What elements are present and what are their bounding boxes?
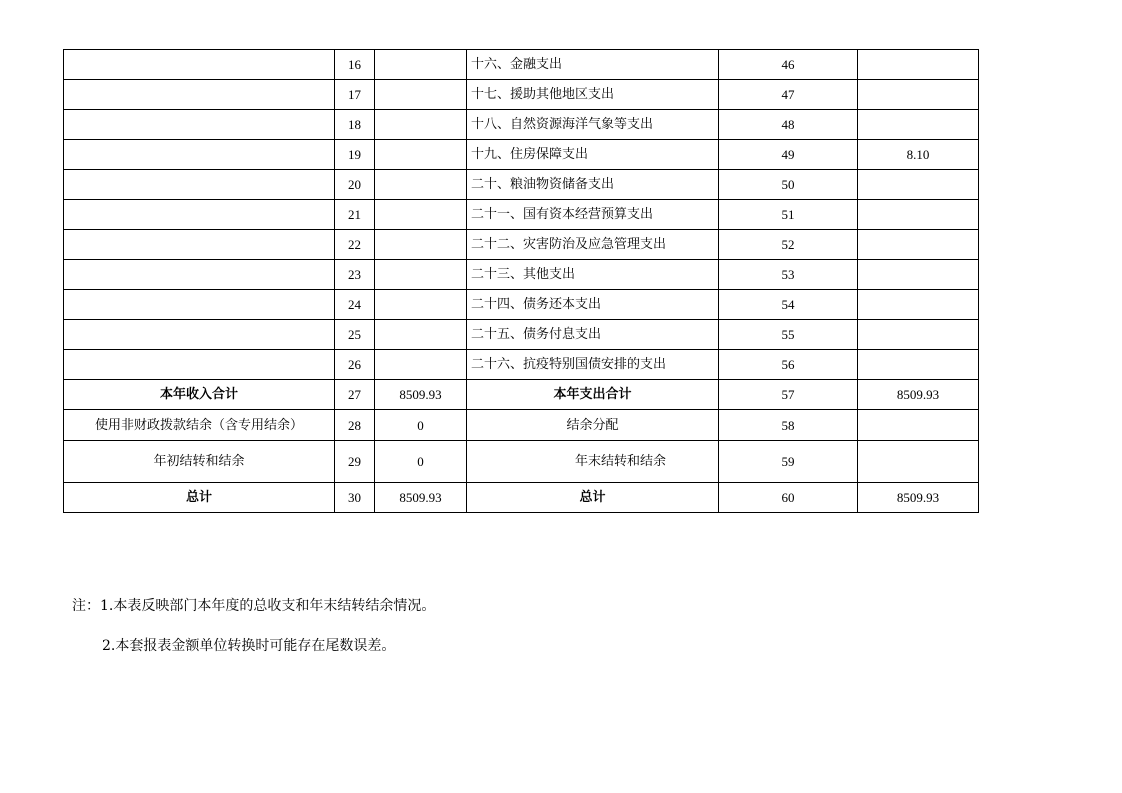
income-line-number: 25 <box>335 320 375 350</box>
income-item-cell <box>64 140 335 170</box>
table-row <box>64 50 979 80</box>
expense-item-label: 十八、自然资源海洋气象等支出 <box>467 110 719 140</box>
grand-total-expense-label: 总计 <box>467 483 719 513</box>
income-line-number: 28 <box>335 410 375 441</box>
expense-line-number: 53 <box>719 260 858 290</box>
income-amount <box>375 350 467 380</box>
expense-item-label: 二十五、债务付息支出 <box>467 320 719 350</box>
expense-line-number: 56 <box>719 350 858 380</box>
expense-item-label: 二十三、其他支出 <box>467 260 719 290</box>
income-line-number: 23 <box>335 260 375 290</box>
income-line-number: 16 <box>335 50 375 80</box>
table-row <box>64 170 979 200</box>
expense-line-number: 51 <box>719 200 858 230</box>
income-amount <box>375 80 467 110</box>
annual-total-row <box>64 380 979 410</box>
income-amount <box>375 170 467 200</box>
income-line-number: 21 <box>335 200 375 230</box>
income-line-number: 17 <box>335 80 375 110</box>
income-line-number: 19 <box>335 140 375 170</box>
budget-summary-table <box>63 49 979 513</box>
income-amount <box>375 140 467 170</box>
grand-total-row <box>64 483 979 513</box>
surplus-distribution-amount <box>858 410 979 441</box>
expense-amount <box>858 290 979 320</box>
income-line-number: 22 <box>335 230 375 260</box>
income-amount <box>375 320 467 350</box>
table-row <box>64 110 979 140</box>
expense-total-label: 本年支出合计 <box>467 380 719 410</box>
income-line-number: 29 <box>335 441 375 483</box>
expense-amount <box>858 350 979 380</box>
table-row <box>64 350 979 380</box>
expense-amount <box>858 230 979 260</box>
income-amount <box>375 200 467 230</box>
income-amount <box>375 110 467 140</box>
income-line-number: 24 <box>335 290 375 320</box>
expense-amount <box>858 260 979 290</box>
expense-line-number: 50 <box>719 170 858 200</box>
expense-line-number: 57 <box>719 380 858 410</box>
table-row <box>64 320 979 350</box>
expense-amount: 8.10 <box>858 140 979 170</box>
expense-total-amount: 8509.93 <box>858 380 979 410</box>
table-row <box>64 290 979 320</box>
expense-item-label: 二十四、债务还本支出 <box>467 290 719 320</box>
income-item-cell <box>64 350 335 380</box>
note-line-2: 2.本套报表金额单位转换时可能存在尾数误差。 <box>102 638 396 654</box>
expense-item-label: 二十六、抗疫特别国债安排的支出 <box>467 350 719 380</box>
surplus-distribution-label: 结余分配 <box>467 410 719 441</box>
grand-total-income-amount: 8509.93 <box>375 483 467 513</box>
income-amount <box>375 260 467 290</box>
income-amount <box>375 50 467 80</box>
expense-line-number: 48 <box>719 110 858 140</box>
note-line-1: 注：1.本表反映部门本年度的总收支和年末结转结余情况。 <box>72 598 436 614</box>
expense-amount <box>858 200 979 230</box>
closing-carryover-label: 年末结转和结余 <box>467 441 719 483</box>
non-fiscal-balance-amount: 0 <box>375 410 467 441</box>
income-total-label: 本年收入合计 <box>64 380 335 410</box>
grand-total-income-label: 总计 <box>64 483 335 513</box>
expense-line-number: 52 <box>719 230 858 260</box>
expense-line-number: 54 <box>719 290 858 320</box>
expense-amount <box>858 50 979 80</box>
income-amount <box>375 290 467 320</box>
expense-line-number: 59 <box>719 441 858 483</box>
income-item-cell <box>64 80 335 110</box>
expense-amount <box>858 110 979 140</box>
expense-item-label: 二十、粮油物资储备支出 <box>467 170 719 200</box>
expense-line-number: 47 <box>719 80 858 110</box>
expense-item-label: 十七、援助其他地区支出 <box>467 80 719 110</box>
income-amount <box>375 230 467 260</box>
table-row <box>64 260 979 290</box>
income-item-cell <box>64 260 335 290</box>
table-row <box>64 230 979 260</box>
income-item-cell <box>64 110 335 140</box>
expense-line-number: 55 <box>719 320 858 350</box>
income-line-number: 27 <box>335 380 375 410</box>
closing-carryover-amount <box>858 441 979 483</box>
expense-amount <box>858 170 979 200</box>
income-line-number: 18 <box>335 110 375 140</box>
income-item-cell <box>64 170 335 200</box>
expense-item-label: 十六、金融支出 <box>467 50 719 80</box>
expense-item-label: 二十二、灾害防治及应急管理支出 <box>467 230 719 260</box>
table-body <box>64 50 979 513</box>
non-fiscal-balance-label: 使用非财政拨款结余（含专用结余） <box>64 410 335 441</box>
expense-item-label: 十九、住房保障支出 <box>467 140 719 170</box>
expense-line-number: 58 <box>719 410 858 441</box>
expense-amount <box>858 80 979 110</box>
income-item-cell <box>64 320 335 350</box>
income-item-cell <box>64 230 335 260</box>
expense-line-number: 60 <box>719 483 858 513</box>
expense-item-label: 二十一、国有资本经营预算支出 <box>467 200 719 230</box>
table-row <box>64 200 979 230</box>
table-row <box>64 140 979 170</box>
expense-line-number: 49 <box>719 140 858 170</box>
table-row <box>64 80 979 110</box>
income-item-cell <box>64 50 335 80</box>
income-item-cell <box>64 200 335 230</box>
opening-carryover-label: 年初结转和结余 <box>64 441 335 483</box>
income-item-cell <box>64 290 335 320</box>
carryover-row <box>64 441 979 483</box>
expense-line-number: 46 <box>719 50 858 80</box>
non-fiscal-balance-row <box>64 410 979 441</box>
income-line-number: 20 <box>335 170 375 200</box>
opening-carryover-amount: 0 <box>375 441 467 483</box>
income-line-number: 30 <box>335 483 375 513</box>
income-line-number: 26 <box>335 350 375 380</box>
grand-total-expense-amount: 8509.93 <box>858 483 979 513</box>
expense-amount <box>858 320 979 350</box>
income-total-amount: 8509.93 <box>375 380 467 410</box>
